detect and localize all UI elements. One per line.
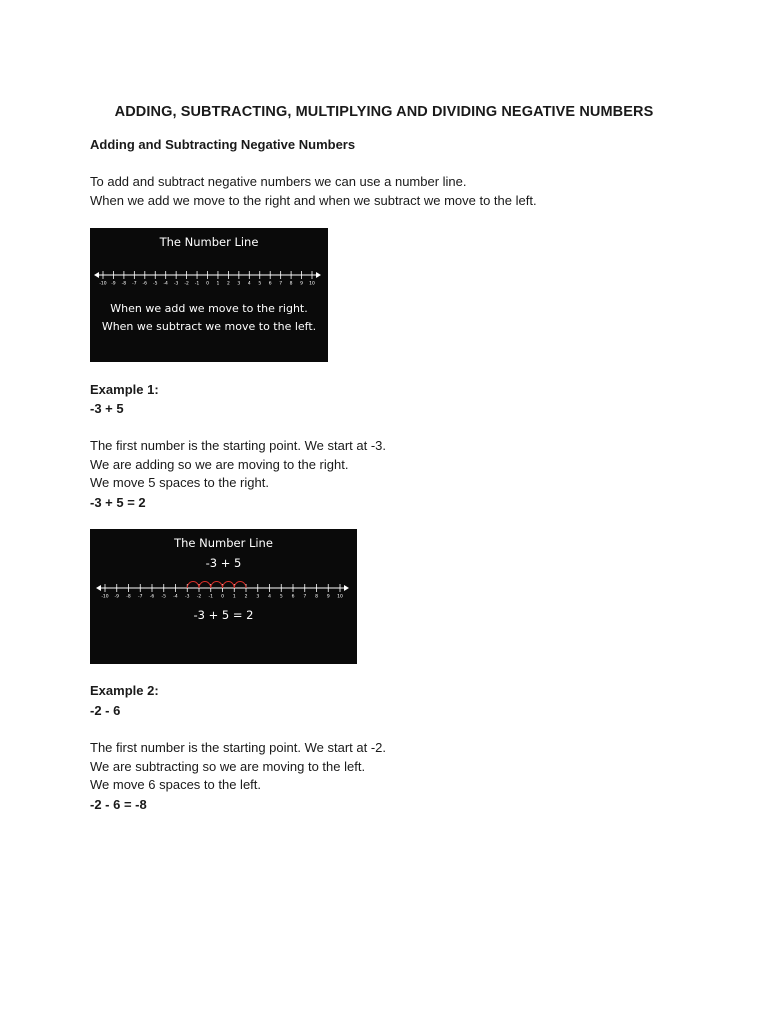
intro-line-2: When we add we move to the right and when we subtract we move to the left. [90,193,537,208]
example-1-label: Example 1: [90,382,159,397]
tick-label: 8 [289,281,293,287]
tick-label: -5 [153,281,158,287]
tick-label: 3 [237,281,241,287]
tick-label: 7 [279,281,283,287]
figure-2-result: -3 + 5 = 2 [193,608,254,622]
tick-label: -1 [194,281,200,287]
tick-label: -10 [101,594,109,600]
example-1-expression: -3 + 5 [90,401,124,416]
figure-caption-subtract: When we subtract we move to the left. [101,320,317,333]
hop-arc [211,582,223,588]
tick-label: -1 [208,594,213,600]
left-arrow-icon [96,585,101,591]
tick-label: -3 [185,594,190,600]
tick-label: 10 [309,281,315,287]
example-1-step-3: We move 5 spaces to the right. [90,475,269,490]
left-arrow-icon [94,272,99,278]
tick-label: -6 [149,594,155,600]
tick-label: -9 [114,594,119,600]
number-line-with-hops [90,529,357,664]
tick-label: -6 [142,281,148,287]
hop-arc [187,582,199,588]
number-line-example-figure [90,529,357,664]
document-title: ADDING, SUBTRACTING, MULTIPLYING AND DIVIDING NEGATIVE NUMBERS [114,104,654,120]
tick-label: -7 [138,594,143,600]
tick-label: -2 [184,281,189,287]
tick-label: 7 [303,594,307,600]
example-2-label: Example 2: [90,683,159,698]
tick-label: 0 [221,594,224,600]
number-line [90,228,328,362]
tick-label: 4 [268,594,271,600]
hop-arc [234,582,246,588]
tick-label: 1 [216,281,220,287]
tick-label: 2 [244,594,248,600]
tick-label: -2 [196,594,202,600]
figure-caption-add: When we add we move to the right. [110,302,308,315]
right-arrow-icon [316,272,321,278]
example-2-result: -2 - 6 = -8 [90,797,147,812]
tick-label: -8 [126,594,131,600]
tick-label: -4 [163,281,168,287]
intro-line-1: To add and subtract negative numbers we can use a number line. [90,174,467,189]
tick-label: 4 [247,281,251,287]
tick-label: 5 [279,594,283,600]
tick-label: -10 [99,281,107,287]
example-2-step-3: We move 6 spaces to the left. [90,777,262,792]
example-1-step-1: The first number is the starting point. We start at -3. [90,438,386,453]
tick-label: -9 [111,281,116,287]
tick-label: 2 [226,281,230,287]
hop-arc [223,582,235,588]
tick-label: 6 [268,281,272,287]
tick-label: -4 [173,594,178,600]
tick-label: 0 [206,281,209,287]
example-1-result: -3 + 5 = 2 [90,495,146,510]
number-line-figure [90,228,328,362]
tick-label: 8 [315,594,318,600]
figure-2-title: The Number Line [174,536,273,550]
hop-arc [199,582,211,588]
tick-label: -3 [173,281,179,287]
tick-label: 5 [258,281,262,287]
example-2-step-1: The first number is the starting point. We start at -2. [90,740,386,755]
tick-label: 6 [291,594,295,600]
section-heading: Adding and Subtracting Negative Numbers [90,137,356,152]
tick-label: 3 [256,594,260,600]
example-2-expression: -2 - 6 [90,703,121,718]
example-2-step-2: We are subtracting so we are moving to the left. [90,759,366,774]
tick-label: 1 [232,594,236,600]
figure-title: The Number Line [159,235,259,249]
tick-label: -7 [132,281,137,287]
tick-label: -8 [121,281,127,287]
example-1-step-2: We are adding so we are moving to the right. [90,457,349,472]
tick-label: 9 [300,281,303,287]
tick-label: 10 [337,594,343,600]
right-arrow-icon [344,585,349,591]
tick-label: -5 [161,594,166,600]
tick-label: 9 [326,594,330,600]
figure-2-subtitle: -3 + 5 [205,556,242,570]
